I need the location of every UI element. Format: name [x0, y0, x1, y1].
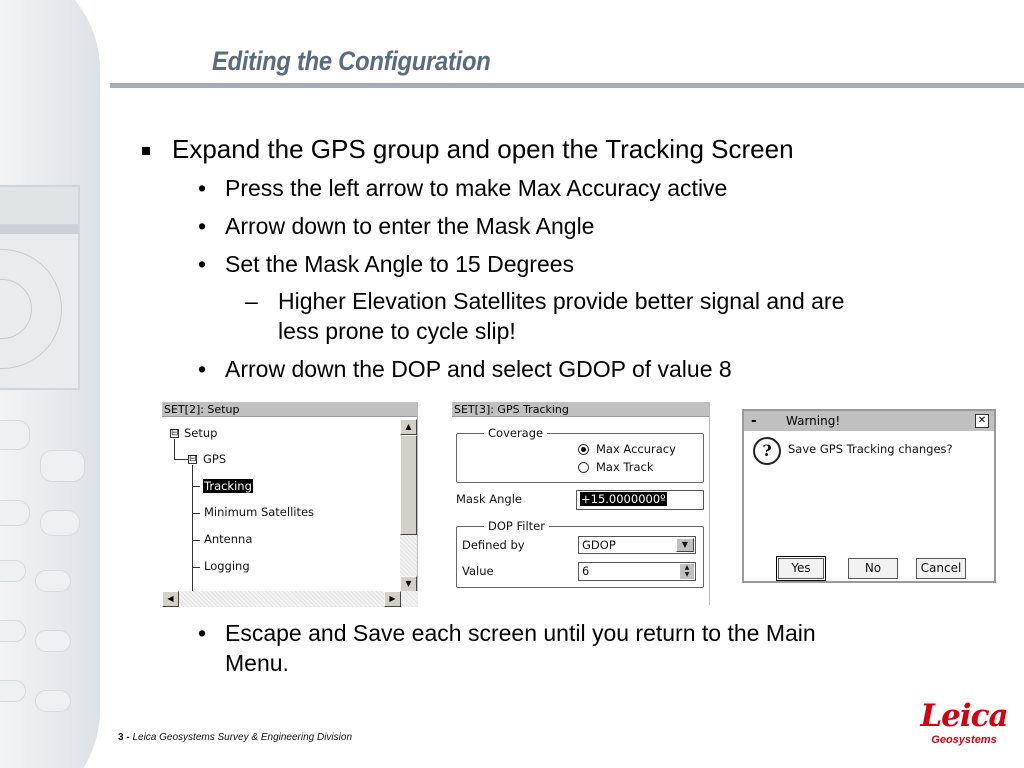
page-number: 3 -: [118, 732, 130, 743]
device-key: [0, 680, 26, 702]
bullet-sub-3-note-line2: less prone to cycle slip!: [278, 318, 516, 344]
setup-window: [162, 402, 418, 607]
system-menu-icon[interactable]: -: [751, 413, 757, 429]
bullet-square-icon: [142, 147, 150, 155]
value-spinner[interactable]: [578, 562, 696, 581]
device-background-image: [0, 0, 110, 768]
coverage-group: [456, 433, 704, 483]
device-screen: [0, 185, 80, 390]
bullet-dot-icon: •: [198, 213, 207, 239]
bullet-sub-3: Set the Mask Angle to 15 Degrees: [225, 251, 575, 277]
warning-title: Warning!: [786, 414, 841, 428]
warning-dialog: [742, 409, 996, 583]
setup-window-title: SET[2]: Setup: [162, 402, 417, 417]
tree-node-logging[interactable]: Logging: [204, 559, 250, 573]
bullet-dot-icon: •: [198, 175, 207, 201]
bullet-dot-icon: •: [198, 356, 207, 382]
radio-max-accuracy[interactable]: [578, 444, 589, 455]
option-max-track[interactable]: Max Track: [596, 460, 654, 474]
scroll-thumb[interactable]: [400, 435, 417, 535]
scroll-left-icon[interactable]: ◀: [162, 591, 179, 607]
logo-subtitle: Geosystems: [931, 734, 997, 746]
tracking-window-title: SET[3]: GPS Tracking: [452, 402, 709, 417]
warning-message: Save GPS Tracking changes?: [788, 442, 953, 456]
scroll-up-icon[interactable]: ▲: [400, 419, 417, 435]
slide-title: Editing the Configuration: [212, 46, 491, 76]
defined-by-value: GDOP: [582, 538, 616, 552]
device-key: [0, 500, 30, 526]
value-label: Value: [462, 564, 494, 578]
bullet-sub-5-line2: Menu.: [225, 650, 289, 676]
device-key: [0, 420, 30, 450]
question-icon: ?: [753, 437, 781, 465]
tree-node-gps[interactable]: GPS: [203, 452, 227, 466]
close-icon[interactable]: ✕: [975, 414, 989, 428]
collapse-icon[interactable]: ⊟: [171, 428, 179, 438]
collapse-icon[interactable]: ⊟: [189, 454, 197, 464]
defined-by-label: Defined by: [462, 538, 525, 552]
option-max-accuracy[interactable]: Max Accuracy: [596, 442, 676, 456]
vertical-scrollbar[interactable]: [400, 419, 417, 592]
bullet-sub-3-note-line1: Higher Elevation Satellites provide better signal and are: [278, 288, 845, 314]
device-key: [40, 450, 85, 482]
yes-button[interactable]: Yes: [778, 558, 824, 579]
bullet-sub-5-line1: Escape and Save each screen until you return to the Main: [225, 620, 816, 646]
footer: [118, 732, 352, 743]
tree-node-antenna[interactable]: Antenna: [204, 532, 253, 546]
device-key: [35, 690, 71, 712]
warning-titlebar: [744, 411, 994, 431]
cancel-button[interactable]: Cancel: [916, 558, 966, 579]
bullet-sub-2: Arrow down to enter the Mask Angle: [225, 213, 595, 239]
mask-angle-value: +15.0000000º: [581, 492, 666, 506]
title-divider: [110, 83, 1024, 88]
bullet-sub-1: Press the left arrow to make Max Accuracy active: [225, 175, 728, 201]
mask-angle-label: Mask Angle: [456, 492, 523, 506]
device-key: [0, 560, 26, 582]
tree-node-minimum-satellites[interactable]: Minimum Satellites: [204, 505, 315, 519]
bullet-sub-4: Arrow down the DOP and select GDOP of value 8: [225, 356, 732, 382]
bullet-dot-icon: •: [198, 620, 207, 646]
bullet-dash-icon: –: [245, 288, 258, 314]
spinner-arrows-icon[interactable]: ▲ ▼: [680, 564, 694, 579]
leica-logo: [918, 700, 1010, 752]
scroll-down-icon[interactable]: ▼: [400, 576, 417, 592]
coverage-label: Coverage: [484, 426, 547, 440]
no-button[interactable]: No: [848, 558, 898, 579]
value-value: 6: [582, 564, 590, 578]
tree-node-setup[interactable]: Setup: [184, 426, 218, 440]
bullet-dot-icon: •: [198, 251, 207, 277]
horizontal-scrollbar[interactable]: [162, 591, 418, 607]
bullet-main: Expand the GPS group and open the Tracking Screen: [172, 134, 794, 164]
device-key: [35, 570, 71, 592]
device-key: [40, 510, 80, 536]
scroll-right-icon[interactable]: ▶: [384, 591, 401, 607]
defined-by-dropdown[interactable]: [578, 536, 696, 554]
device-key: [35, 630, 71, 652]
device-key: [0, 620, 26, 642]
logo-wordmark: Leica: [920, 698, 1008, 734]
mask-angle-field[interactable]: [576, 490, 704, 510]
tree-node-tracking[interactable]: Tracking: [204, 479, 252, 493]
footer-text: Leica Geosystems Survey & Engineering Division: [132, 732, 352, 743]
radio-max-track[interactable]: [578, 462, 589, 473]
gps-tracking-window: [452, 402, 710, 605]
dropdown-arrow-icon[interactable]: ▼: [676, 538, 694, 552]
dop-filter-label: DOP Filter: [484, 519, 549, 533]
